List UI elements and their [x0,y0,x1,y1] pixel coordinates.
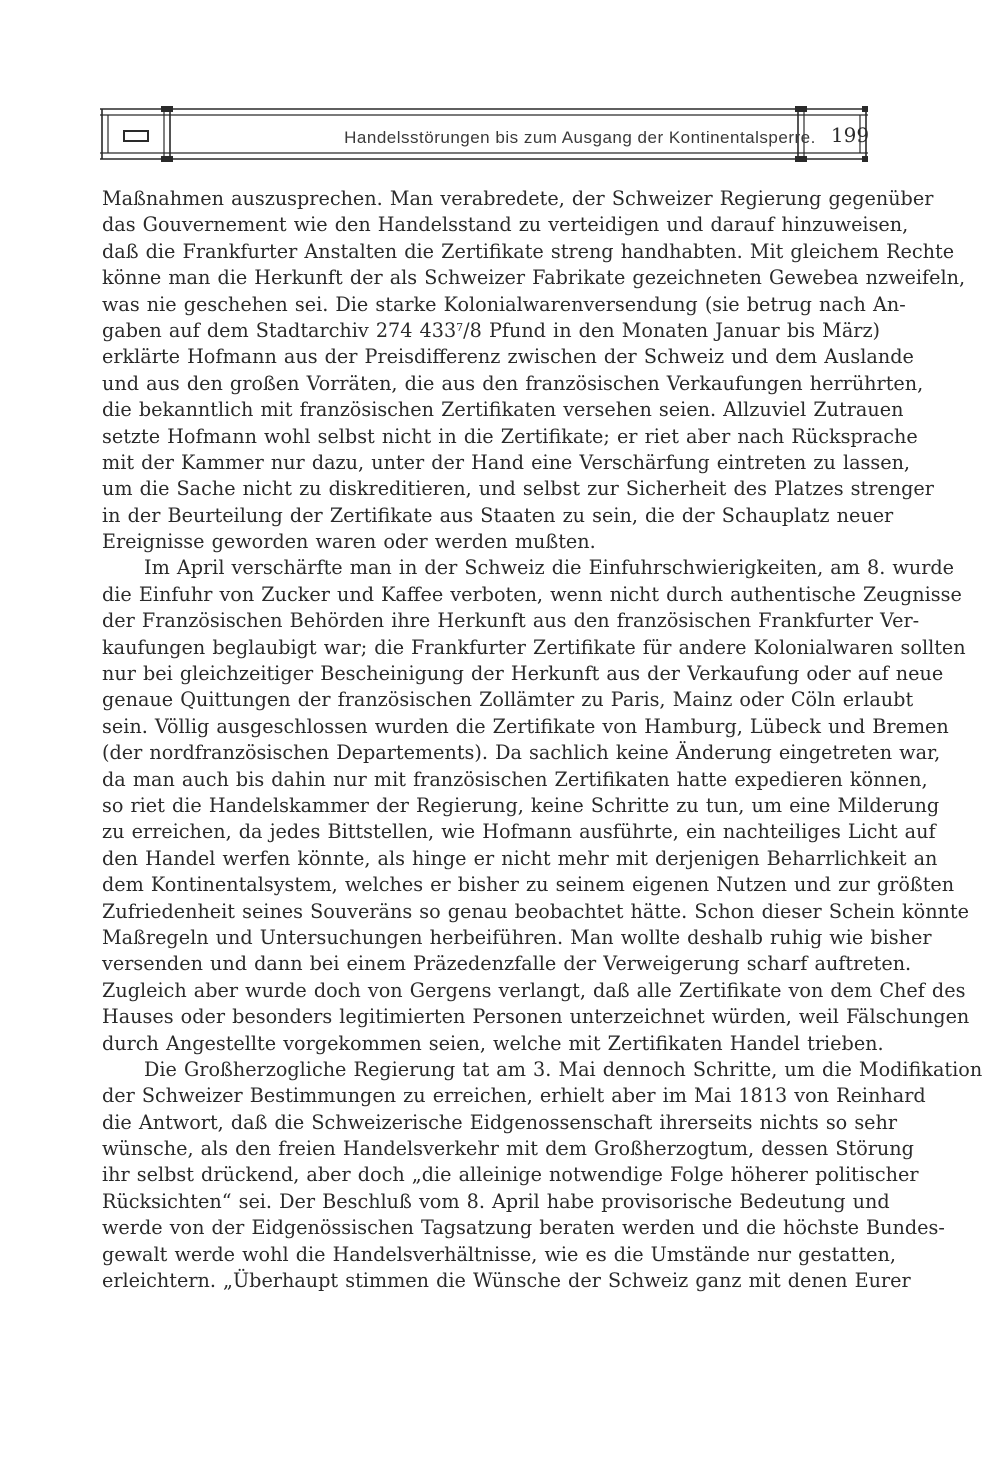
text-line: (der nordfranzösischen Departements). Da sachlich keine Änderung eingetreten war, [102,741,941,765]
running-title: Handelsstörungen bis zum Ausgang der Kontinentalsperre. [344,128,816,147]
text-line: könne man die Herkunft der als Schweizer Fabrikate gezeichneten Gewebea nzweifeln, [102,266,966,290]
text-line: Im April verschärfte man in der Schweiz die Einfuhrschwierigkeiten, am 8. wurde [144,556,955,580]
text-line: und aus den großen Vorräten, die aus den französischen Verkaufungen herrührten, [102,371,924,395]
text-line: das Gouvernement wie den Handelsstand zu verteidigen und darauf hinzuweisen, [102,213,909,237]
text-line: gewalt werde wohl die Handelsverhältnisse, wie es die Umstände nur gestatten, [102,1242,896,1266]
text-line: erklärte Hofmann aus der Preisdifferenz zwischen der Schweiz und dem Auslande [102,345,914,369]
fraction-numerator: 7 [456,320,464,334]
text-line: Hauses oder besonders legitimierten Personen unterzeichnet würden, weil Fälschungen [102,1005,970,1029]
text-line: Zugleich aber wurde doch von Gergens verlangt, daß alle Zertifikate von dem Chef des [102,978,966,1002]
text-line: Rücksichten“ sei. Der Beschluß vom 8. April habe provisorische Bedeutung und [102,1189,890,1213]
text-line: dem Kontinentalsystem, welches er bisher zu seinem eigenen Nutzen und zur größten [102,873,955,897]
running-header [100,106,868,162]
text-line: durch Angestellte vorgekommen seien, welche mit Zertifikaten Handel trieben. [102,1031,884,1055]
text-line: kaufungen beglaubigt war; die Frankfurter Zertifikate für andere Kolonialwaren sollten [102,635,966,659]
text-line: genaue Quittungen der französischen Zollämter zu Paris, Mainz oder Cöln erlaubt [102,688,914,712]
text-line: werde von der Eidgenössischen Tagsatzung beraten werden und die höchste Bundes- [102,1216,945,1240]
text-line: so riet die Handelskammer der Regierung, keine Schritte zu tun, um eine Milderung [102,793,940,817]
text-line: wünsche, als den freien Handelsverkehr mit dem Großherzogtum, dessen Störung [102,1137,914,1161]
text-line: Maßregeln und Untersuchungen herbeiführen. Man wollte deshalb ruhig wie bisher [102,925,932,949]
text-line: Ereignisse geworden waren oder werden mußten. [102,530,596,554]
text-line: versenden und dann bei einem Präzedenzfalle der Verweigerung scharf auftreten. [102,952,912,976]
text-line: den Handel werfen könnte, als hinge er nicht mehr mit derjenigen Beharrlichkeit an [102,846,938,870]
text-line: der Schweizer Bestimmungen zu erreichen, erhielt aber im Mai 1813 von Reinhard [102,1084,926,1108]
text-line: erleichtern. „Überhaupt stimmen die Wünsche der Schweiz ganz mit denen Eurer [102,1269,911,1293]
text-line: zu erreichen, da jedes Bittstellen, wie Hofmann ausführte, ein nachteiliges Licht auf [102,820,936,844]
text-line: mit der Kammer nur dazu, unter der Hand eine Verschärfung eintreten zu lassen, [102,450,911,474]
text-line: um die Sache nicht zu diskreditieren, und selbst zur Sicherheit des Platzes strenger [102,477,934,501]
text-line: da man auch bis dahin nur mit französischen Zertifikaten hatte expedieren können, [102,767,928,791]
text-line: sein. Völlig ausgeschlossen wurden die Zertifikate von Hamburg, Lübeck und Bremen [102,714,949,738]
text-line: Zufriedenheit seines Souveräns so genau beobachtet hätte. Schon dieser Schein könnte [102,899,969,923]
text-line: die Einfuhr von Zucker und Kaffee verboten, wenn nicht durch authentische Zeugnisse [102,582,962,606]
text-line: was nie geschehen sei. Die starke Kolonialwarenversendung (sie betrug nach An- [102,292,906,316]
text-line: in der Beurteilung der Zertifikate aus Staaten zu sein, die der Schauplatz neuer [102,503,894,527]
text-line: daß die Frankfurter Anstalten die Zertifikate streng handhabten. Mit gleichem Rechte [102,239,955,263]
text-line: Maßnahmen auszusprechen. Man verabredete, der Schweizer Regierung gegenüber [102,187,934,210]
body-text [102,186,983,1294]
page-number: 199 [830,123,870,147]
text-line: Die Großherzogliche Regierung tat am 3. Mai dennoch Schritte, um die Modifikation [144,1057,983,1081]
text-line: ihr selbst drückend, aber doch „die alleinige notwendige Folge höherer politischer [102,1163,919,1187]
text-line: gaben auf dem Stadtarchiv 274 $433^7/8$ Pfund in den Monaten Januar bis März) [102,318,881,342]
text-line: nur bei gleichzeitiger Bescheinigung der Herkunft aus der Verkaufung oder auf neue [102,662,944,686]
text-line: der Französischen Behörden ihre Herkunft aus den französischen Frankfurter Ver- [102,609,920,633]
text-line: die Antwort, daß die Schweizerische Eidgenossenschaft ihrerseits nichts so sehr [102,1110,898,1134]
text-line: die bekanntlich mit französischen Zertifikaten versehen seien. Allzuviel Zutrauen [102,398,904,422]
text-line: setzte Hofmann wohl selbst nicht in die Zertifikate; er riet aber nach Rücksprache [102,424,918,448]
